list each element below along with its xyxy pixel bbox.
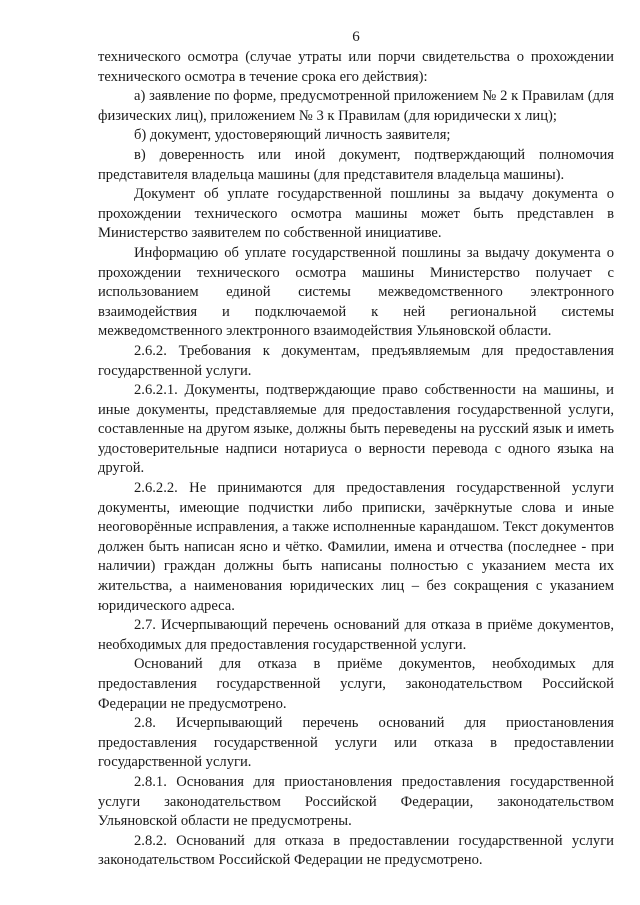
paragraph-item-a: а) заявление по форме, предусмотренной приложением № 2 к Правилам (для физических лиц), приложением № 3 к Правилам (для юридически х лиц); [98, 88, 614, 124]
paragraph-item-b: б) документ, удостоверяющий личность заявителя; [134, 127, 451, 144]
page-number: 6 [352, 29, 360, 45]
paragraph-item-v: в) доверенность или иной документ, подтверждающий полномочия представителя владельца машины (для представителя владельца машины). [98, 146, 614, 183]
paragraph-fee-information: Информацию об уплате государственной пошлины за выдачу документа о прохождении технического осмотра машины Министерство получает с использованием единой системы межведомственного электронного взаимодействия и подключаемой к ней региональной системы межведомственного электронного взаимодействия Ульяновской области. [98, 244, 614, 340]
paragraph-section-2-6-2: 2.6.2. Требования к документам, предъявляемым для предоставления государственной услуги. [98, 342, 614, 379]
paragraph-fee-document: Документ об уплате государственной пошлины за выдачу документа о прохождении технического осмотра машины может быть представлен в Министерство заявителем по собственной инициативе. [98, 186, 614, 242]
paragraph-no-refusal-grounds: Оснований для отказа в приёме документов, необходимых для предоставления государственной услуги, законодательством Российской Федерации не предусмотрено. [98, 656, 614, 712]
paragraph-section-2-8: 2.8. Исчерпывающий перечень оснований для приостановления предоставления государственной услуги или отказа в предоставлении государственной услуги. [98, 715, 614, 771]
paragraph-section-2-8-2: 2.8.2. Оснований для отказа в предоставлении государственной услуги законодательством Российской Федерации не предусмотрено. [98, 832, 614, 869]
paragraph-section-2-7: 2.7. Исчерпывающий перечень оснований для отказа в приёме документов, необходимых для предоставления государственной услуги. [98, 617, 614, 653]
paragraph-continuation: технического осмотра (случае утраты или порчи свидетельства о прохождении технического осмотра в течение срока его действия): [98, 49, 614, 85]
paragraph-section-2-6-2-1: 2.6.2.1. Документы, подтверждающие право собственности на машины, и иные документы, представляемые для предоставления государственной услуги, составленные на другом языке, должны быть переведены на русский язык и иметь удостоверительные надписи нотариуса о верности перевода с одного языка на другой. [98, 382, 614, 477]
paragraph-section-2-6-2-2: 2.6.2.2. Не принимаются для предоставления государственной услуги документы, имеющие подчистки либо приписки, зачёркнутые слова и иные неоговорённые исправления, а также исполненные карандашом. Текст документов должен быть написан ясно и чётко. Фамилии, имена и отчества (последнее - при наличии) граждан должны быть написаны полностью с указанием места их жительства, а наименования юридических лиц – без сокращения с указанием юридического адреса. [98, 480, 614, 614]
document-page [98, 28, 614, 871]
paragraph-section-2-8-1: 2.8.1. Основания для приостановления предоставления государственной услуги законодательством Российской Федерации, законодательством Ульяновской области не предусмотрены. [98, 773, 614, 830]
